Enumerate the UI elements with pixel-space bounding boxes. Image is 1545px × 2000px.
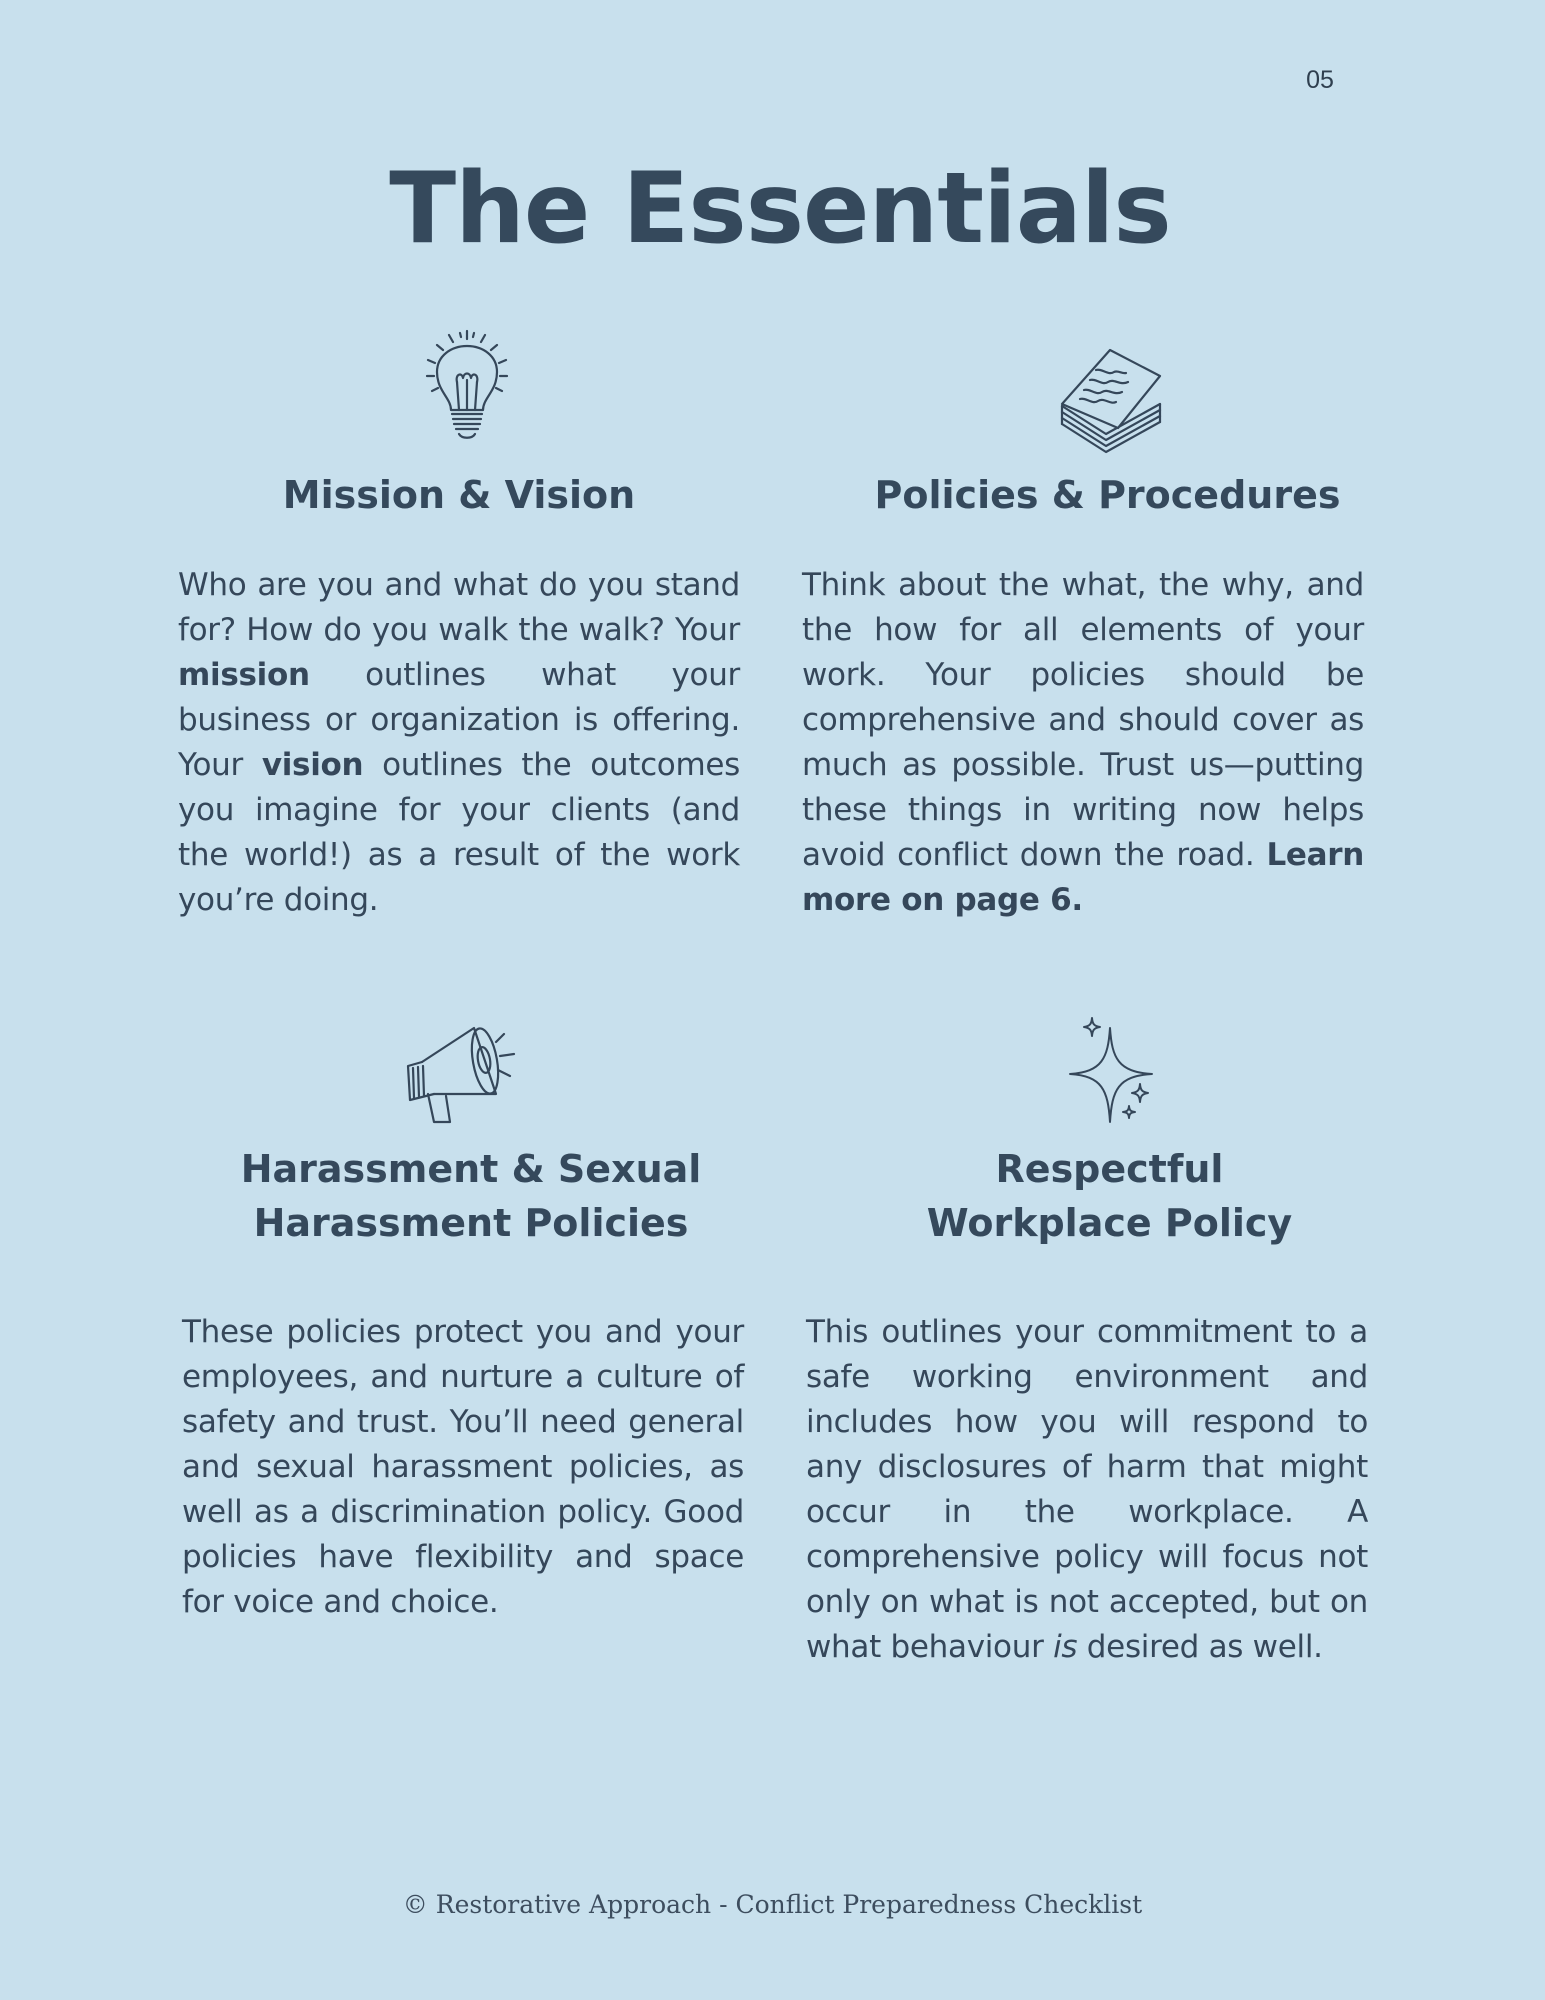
heading-line: Harassment & Sexual (240, 1147, 702, 1191)
lightbulb-icon (424, 328, 510, 444)
page-footer: © Restorative Approach - Conflict Preparedness Checklist (402, 1890, 1143, 1919)
body-text: These policies protect you and your employees, and nurture a culture of safety and trust. You’ll need general and sexual harassment policies, as well as a discrimination policy. Good policies have flexibility and space for voice and choice. (182, 1314, 744, 1620)
learn-more-link-text: Learn more on page 6. (802, 837, 1364, 918)
heading-line: Respectful (995, 1147, 1224, 1191)
section-heading-respectful-workplace (802, 1142, 1417, 1250)
heading-line: Harassment Policies (253, 1201, 689, 1245)
body-bold-mission: mission (178, 657, 310, 693)
megaphone-icon (404, 1022, 522, 1126)
sparkle-icon (1066, 1016, 1156, 1126)
body-text: Who are you and what do you stand for? How do you walk the walk? Your (178, 567, 740, 648)
heading-line: Workplace Policy (926, 1201, 1293, 1245)
page-number: 05 (1306, 66, 1334, 94)
section-body-respectful-workplace (806, 1310, 1368, 1670)
body-text: outlines what your business or organization is offering. Your (178, 657, 740, 783)
document-stack-icon (1056, 346, 1166, 456)
section-heading-harassment-policies (190, 1142, 752, 1250)
section-heading-policies-procedures: Policies & Procedures (874, 473, 1341, 517)
body-text: desired as well. (1077, 1629, 1323, 1665)
body-text: Think about the what, the why, and the how for all elements of your work. Your policies should be comprehensive and should cover as much as possible. Trust us—putting these things in writing now helps avoid conflict down the road. (802, 567, 1364, 873)
body-italic-is: is (1053, 1629, 1078, 1665)
section-body-harassment-policies (182, 1310, 744, 1625)
section-heading-mission-vision: Mission & Vision (282, 473, 636, 517)
body-bold-vision: vision (261, 747, 364, 783)
body-text: This outlines your commitment to a safe working environment and includes how you will respond to any disclosures of harm that might occur in the workplace. A comprehensive policy will focus not only on what is not accepted, but on what behaviour (806, 1314, 1368, 1665)
page-title: The Essentials (389, 152, 1171, 266)
section-body-policies-procedures (802, 563, 1364, 923)
body-text: outlines the outcomes you imagine for your clients (and the world!) as a result of the work you’re doing. (178, 747, 740, 918)
section-body-mission-vision (178, 563, 740, 923)
